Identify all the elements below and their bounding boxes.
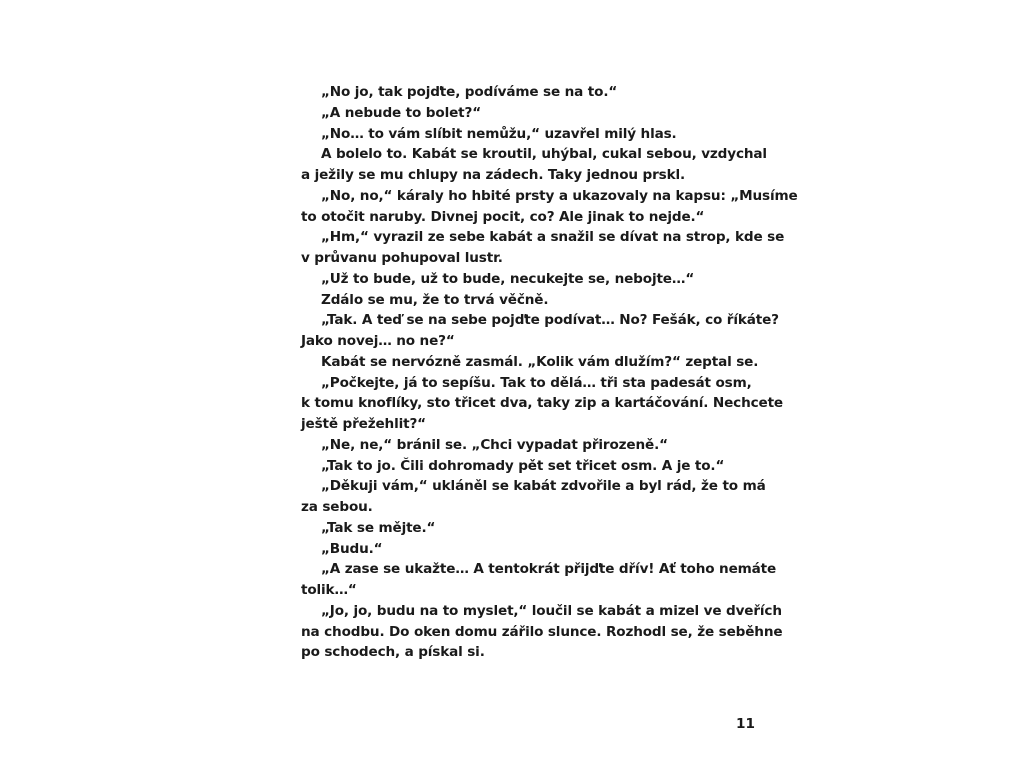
text-line: k tomu knoflíky, sto třicet dva, taky zip a kartáčování. Nechcete	[301, 395, 783, 412]
paragraph	[301, 373, 783, 435]
text-line: „Tak se mějte.“	[321, 519, 436, 536]
paragraph	[301, 290, 753, 311]
text-line: „No… to vám slíbit nemůžu,“ uzavřel milý hlas.	[321, 125, 677, 142]
paragraph	[301, 186, 798, 228]
text-line: Jako novej… no ne?“	[301, 333, 455, 349]
body-text	[301, 82, 798, 663]
text-line: v průvanu pohupoval lustr.	[301, 250, 503, 266]
text-line: „No, no,“ káraly ho hbité prsty a ukazovaly na kapsu: „Musíme	[321, 187, 798, 204]
paragraph	[301, 103, 753, 124]
text-line: „Budu.“	[321, 540, 383, 557]
text-line: „Ne, ne,“ bránil se. „Chci vypadat přirozeně.“	[321, 436, 668, 453]
paragraph	[301, 352, 759, 373]
paragraph	[301, 144, 767, 186]
text-line: „Jo, jo, budu na to myslet,“ loučil se kabát a mizel ve dveřích	[321, 602, 782, 619]
paragraph	[301, 456, 753, 477]
text-line: Zdálo se mu, že to trvá věčně.	[321, 291, 549, 308]
text-line: „Už to bude, už to bude, necukejte se, nebojte…“	[321, 270, 695, 287]
paragraph	[301, 124, 753, 145]
text-line: „A nebude to bolet?“	[321, 104, 482, 121]
text-line: to otočit naruby. Divnej pocit, co? Ale jinak to nejde.“	[301, 208, 705, 225]
text-line: „No jo, tak pojďte, podíváme se na to.“	[321, 84, 618, 100]
paragraph	[301, 82, 753, 103]
paragraph	[301, 435, 753, 456]
paragraph	[301, 539, 753, 560]
paragraph	[301, 269, 753, 290]
text-line: Kabát se nervózně zasmál. „Kolik vám dlužím?“ zeptal se.	[321, 353, 759, 370]
text-line: „A zase se ukažte… A tentokrát přijďte dřív! Ať toho nemáte	[321, 561, 777, 578]
text-line: „Hm,“ vyrazil ze sebe kabát a snažil se dívat na strop, kde se	[321, 229, 785, 246]
text-line: za sebou.	[301, 499, 373, 515]
text-line: „Děkuji vám,“ ukláněl se kabát zdvořile a byl rád, že to má	[321, 478, 766, 495]
paragraph	[301, 476, 766, 518]
text-line: a ježily se mu chlupy na zádech. Taky jednou prskl.	[301, 167, 685, 183]
page-number: 11	[736, 716, 755, 732]
paragraph	[301, 227, 785, 269]
paragraph	[301, 559, 777, 601]
paragraph	[301, 601, 783, 663]
paragraph	[301, 310, 779, 352]
paragraph	[301, 518, 753, 539]
text-line: tolik…“	[301, 582, 357, 598]
text-line: „Tak to jo. Čili dohromady pět set třicet osm. A je to.“	[321, 457, 725, 474]
text-line: „Počkejte, já to sepíšu. Tak to dělá… tři sta padesát osm,	[321, 374, 752, 391]
text-line: po schodech, a pískal si.	[301, 644, 485, 661]
text-line: A bolelo to. Kabát se kroutil, uhýbal, cukal sebou, vzdychal	[321, 146, 767, 163]
text-line: „Tak. A teď se na sebe pojďte podívat… No? Fešák, co říkáte?	[321, 312, 779, 329]
text-line: na chodbu. Do oken domu zářilo slunce. Rozhodl se, že seběhne	[301, 623, 783, 640]
text-line: ještě přežehlit?“	[301, 416, 426, 432]
